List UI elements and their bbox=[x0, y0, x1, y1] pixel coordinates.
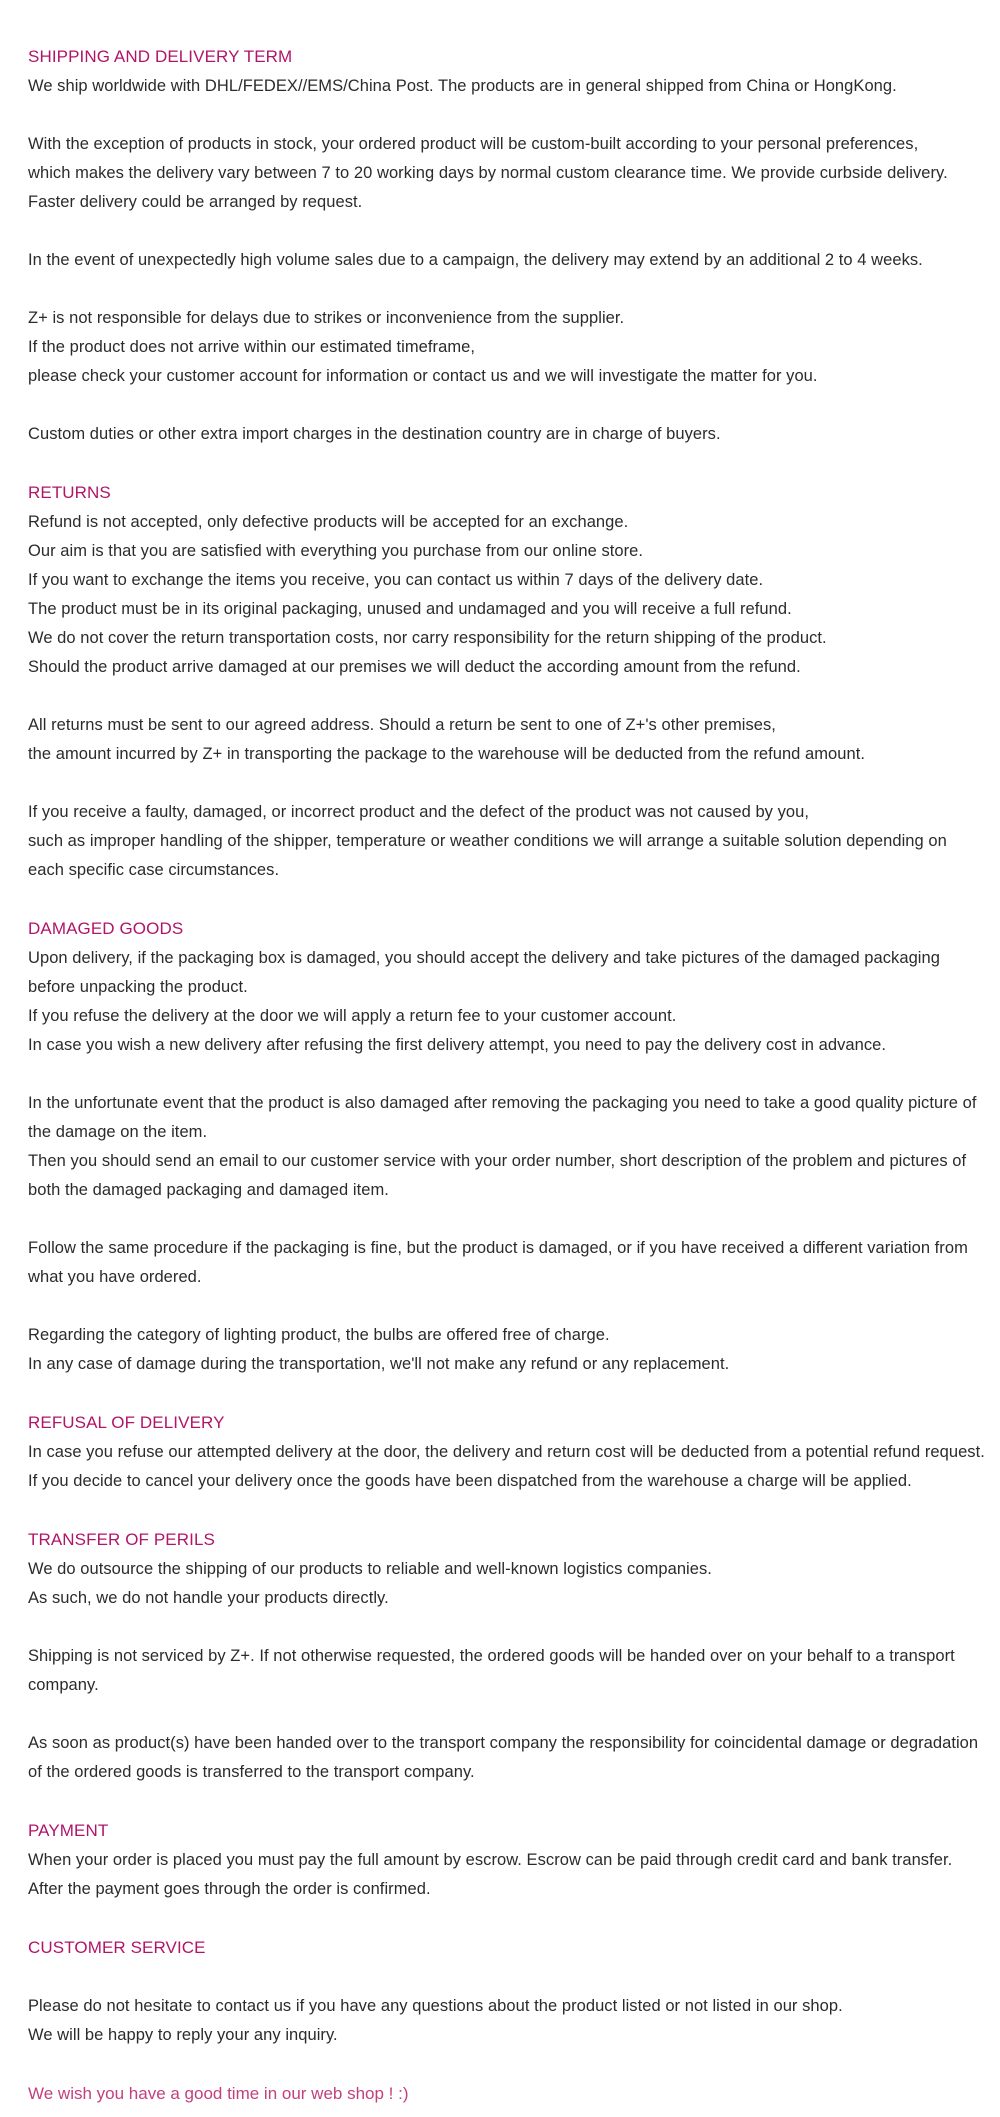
text-line: Regarding the category of lighting product, the bulbs are offered free of charge. bbox=[28, 1326, 610, 1344]
payment-section bbox=[28, 1816, 1000, 1904]
customer-service-section bbox=[28, 1933, 1000, 2050]
payment-paragraph bbox=[28, 1846, 1000, 1904]
shipping-heading: SHIPPING AND DELIVERY TERM bbox=[28, 47, 293, 66]
text-line: which makes the delivery vary between 7 to 20 working days by normal custom clearance time. We provide curbside delivery. bbox=[28, 164, 948, 182]
damaged-goods-paragraph bbox=[28, 944, 1000, 1060]
text-line: In case you refuse our attempted delivery at the door, the delivery and return cost will be deducted from a potential refund request. bbox=[28, 1443, 985, 1461]
text-line: Please do not hesitate to contact us if you have any questions about the product listed or not listed in our shop. bbox=[28, 1997, 843, 2015]
text-line: In any case of damage during the transportation, we'll not make any refund or any replacement. bbox=[28, 1355, 730, 1373]
text-line: both the damaged packaging and damaged item. bbox=[28, 1181, 389, 1199]
perils-paragraph bbox=[28, 1555, 1000, 1613]
customer-service-paragraph bbox=[28, 1992, 1000, 2050]
text-line: All returns must be sent to our agreed address. Should a return be sent to one of Z+'s other premises, bbox=[28, 716, 776, 734]
text-line: please check your customer account for information or contact us and we will investigate the matter for you. bbox=[28, 367, 818, 385]
text-line: Should the product arrive damaged at our premises we will deduct the according amount from the refund. bbox=[28, 658, 801, 676]
perils-section bbox=[28, 1525, 1000, 1787]
text-line: Upon delivery, if the packaging box is damaged, you should accept the delivery and take pictures of the damaged packaging bbox=[28, 949, 940, 967]
text-line: what you have ordered. bbox=[28, 1268, 202, 1286]
damaged-goods-heading: DAMAGED GOODS bbox=[28, 919, 184, 938]
refusal-paragraph bbox=[28, 1438, 1000, 1496]
text-line: Our aim is that you are satisfied with everything you purchase from our online store. bbox=[28, 542, 644, 560]
text-line: Z+ is not responsible for delays due to strikes or inconvenience from the supplier. bbox=[28, 309, 625, 327]
shipping-paragraph bbox=[28, 130, 1000, 217]
text-line: before unpacking the product. bbox=[28, 978, 248, 996]
text-line: If you refuse the delivery at the door we will apply a return fee to your customer account. bbox=[28, 1007, 677, 1025]
text-line: the amount incurred by Z+ in transporting the package to the warehouse will be deducted from the refund amount. bbox=[28, 745, 866, 763]
text-line: Refund is not accepted, only defective products will be accepted for an exchange. bbox=[28, 513, 629, 531]
refusal-heading: REFUSAL OF DELIVERY bbox=[28, 1413, 225, 1432]
text-line: each specific case circumstances. bbox=[28, 861, 280, 879]
text-line: We do not cover the return transportation costs, nor carry responsibility for the return shipping of the product. bbox=[28, 629, 827, 647]
shipping-paragraph bbox=[28, 72, 1000, 101]
returns-paragraph bbox=[28, 798, 1000, 885]
text-line: We ship worldwide with DHL/FEDEX//EMS/China Post. The products are in general shipped from China or HongKong. bbox=[28, 77, 897, 95]
payment-heading: PAYMENT bbox=[28, 1821, 109, 1840]
text-line: As such, we do not handle your products directly. bbox=[28, 1589, 389, 1607]
text-line: In the unfortunate event that the product is also damaged after removing the packaging you need to take a good quality picture of bbox=[28, 1094, 977, 1112]
spacer bbox=[28, 1963, 1000, 1992]
text-line: The product must be in its original packaging, unused and undamaged and you will receive a full refund. bbox=[28, 600, 792, 618]
text-line: We will be happy to reply your any inquiry. bbox=[28, 2026, 338, 2044]
text-line: of the ordered goods is transferred to the transport company. bbox=[28, 1763, 475, 1781]
text-line: With the exception of products in stock, your ordered product will be custom-built according to your personal preferences, bbox=[28, 135, 919, 153]
returns-section bbox=[28, 478, 1000, 885]
perils-paragraph bbox=[28, 1642, 1000, 1700]
text-line: such as improper handling of the shipper, temperature or weather conditions we will arrange a suitable solution depending on bbox=[28, 832, 947, 850]
returns-heading: RETURNS bbox=[28, 483, 111, 502]
text-line: Shipping is not serviced by Z+. If not otherwise requested, the ordered goods will be handed over on your behalf to a transport bbox=[28, 1647, 955, 1665]
text-line: If you want to exchange the items you receive, you can contact us within 7 days of the delivery date. bbox=[28, 571, 764, 589]
returns-paragraph bbox=[28, 711, 1000, 769]
damaged-goods-paragraph bbox=[28, 1089, 1000, 1205]
text-line: Follow the same procedure if the packaging is fine, but the product is damaged, or if you have received a different variation from bbox=[28, 1239, 968, 1257]
damaged-goods-paragraph bbox=[28, 1321, 1000, 1379]
damaged-goods-paragraph bbox=[28, 1234, 1000, 1292]
refusal-section bbox=[28, 1408, 1000, 1496]
shipping-section bbox=[28, 42, 1000, 449]
text-line: After the payment goes through the order is confirmed. bbox=[28, 1880, 431, 1898]
text-line: Then you should send an email to our customer service with your order number, short description of the problem and pictures of bbox=[28, 1152, 967, 1170]
text-line: If you receive a faulty, damaged, or incorrect product and the defect of the product was not caused by you, bbox=[28, 803, 809, 821]
shipping-paragraph bbox=[28, 246, 1000, 275]
shipping-paragraph bbox=[28, 420, 1000, 449]
closing-message: We wish you have a good time in our web shop ! :) bbox=[28, 2084, 409, 2103]
damaged-goods-section bbox=[28, 914, 1000, 1379]
text-line: the damage on the item. bbox=[28, 1123, 208, 1141]
text-line: If you decide to cancel your delivery once the goods have been dispatched from the warehouse a charge will be applied. bbox=[28, 1472, 912, 1490]
perils-heading: TRANSFER OF PERILS bbox=[28, 1530, 215, 1549]
text-line: If the product does not arrive within our estimated timeframe, bbox=[28, 338, 475, 356]
text-line: We do outsource the shipping of our products to reliable and well-known logistics companies. bbox=[28, 1560, 712, 1578]
text-line: Faster delivery could be arranged by request. bbox=[28, 193, 363, 211]
customer-service-heading: CUSTOMER SERVICE bbox=[28, 1938, 206, 1957]
text-line: In the event of unexpectedly high volume sales due to a campaign, the delivery may extend by an additional 2 to 4 weeks. bbox=[28, 251, 923, 269]
text-line: In case you wish a new delivery after refusing the first delivery attempt, you need to pay the delivery cost in advance. bbox=[28, 1036, 887, 1054]
text-line: As soon as product(s) have been handed over to the transport company the responsibility for coincidental damage or degradation bbox=[28, 1734, 979, 1752]
returns-paragraph bbox=[28, 508, 1000, 682]
text-line: company. bbox=[28, 1676, 99, 1694]
perils-paragraph bbox=[28, 1729, 1000, 1787]
shipping-paragraph bbox=[28, 304, 1000, 391]
text-line: Custom duties or other extra import charges in the destination country are in charge of buyers. bbox=[28, 425, 721, 443]
text-line: When your order is placed you must pay the full amount by escrow. Escrow can be paid through credit card and bank transfer. bbox=[28, 1851, 953, 1869]
